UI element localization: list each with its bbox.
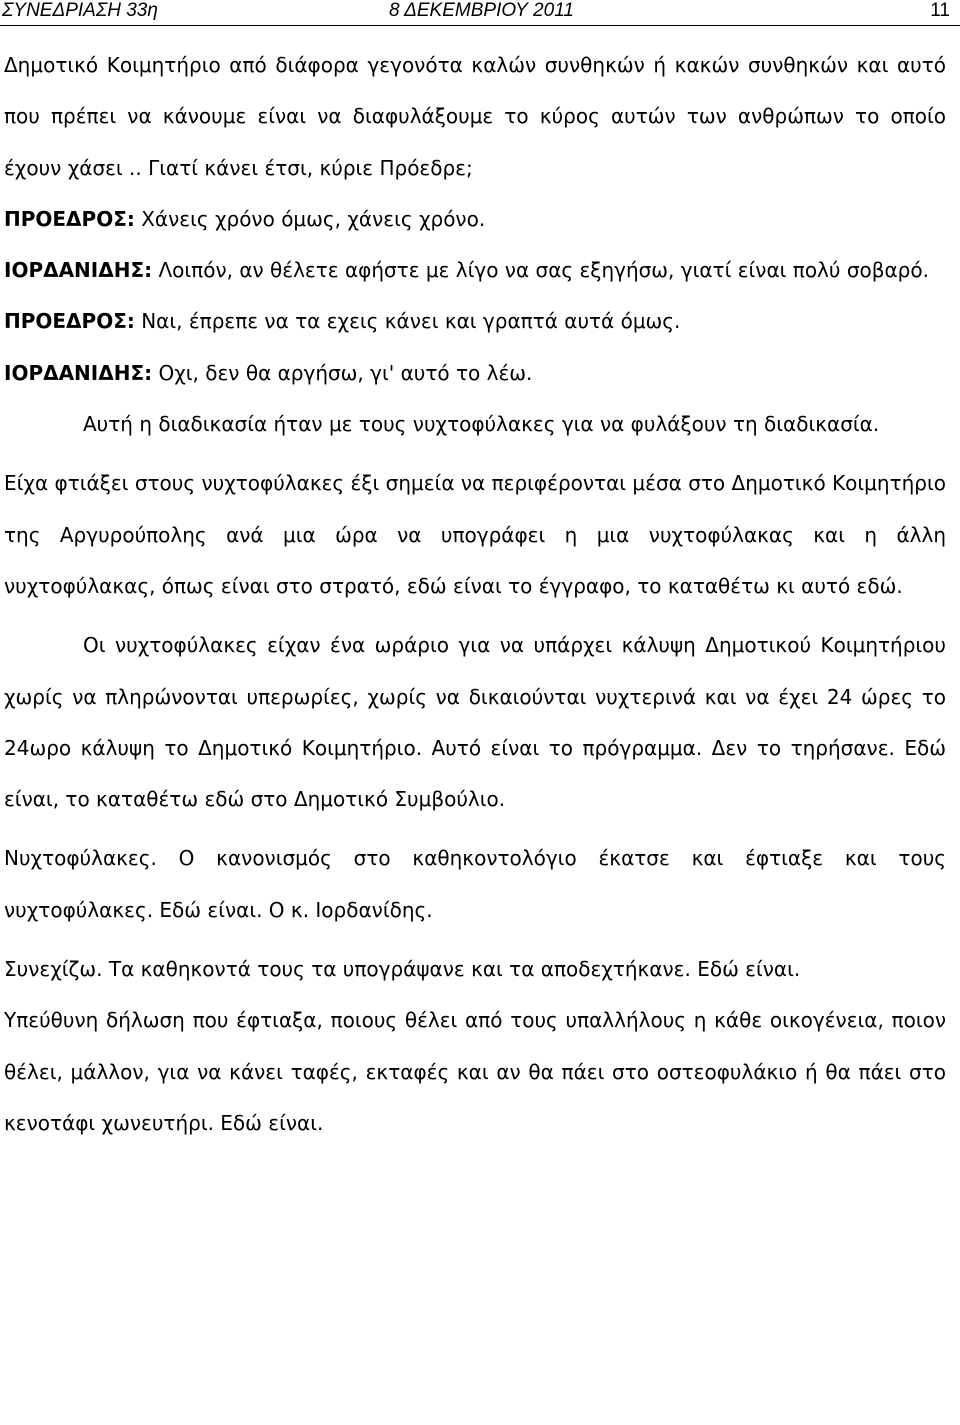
paragraph-text: Αυτή η διαδικασία ήταν με τους νυχτοφύλακες για να φυλάξουν τη διαδικασία. xyxy=(83,412,880,437)
paragraph xyxy=(4,944,946,995)
speaker-paragraph xyxy=(4,296,946,347)
speaker-paragraph xyxy=(4,245,946,296)
speaker-paragraph xyxy=(4,194,946,245)
paragraph-text: Οι νυχτοφύλακες είχαν ένα ωράριο για να υπάρχει κάλυψη Δημοτικού Κοιμητήριου χωρίς να πληρώνονται υπερωρίες, χωρίς να δικαιούνται νυχτερινά και να έχει 24 ώρες το 24ωρο κάλυψη το Δημοτικό Κοιμητήριο. Αυτό είναι το πρόγραμμα. Δεν το τηρήσανε. Εδώ είναι, το καταθέτω εδώ στο Δημοτικό Συμβούλιο. xyxy=(4,633,946,812)
paragraph xyxy=(4,40,946,194)
paragraph-text: Συνεχίζω. Τα καθηκοντά τους τα υπογράψανε και τα αποδεχτήκανε. Εδώ είναι. xyxy=(4,957,801,982)
speaker-name: ΠΡΟΕΔΡΟΣ: xyxy=(4,206,135,231)
date-label: 8 ΔΕΚΕΜΒΡΙΟΥ 2011 xyxy=(389,0,574,21)
document-body xyxy=(4,40,946,1149)
speaker-name: ΠΡΟΕΔΡΟΣ: xyxy=(4,309,135,334)
session-label: ΣΥΝΕΔΡΙΑΣΗ 33η xyxy=(2,0,158,21)
paragraph-text: Λοιπόν, αν θέλετε αφήστε με λίγο να σας εξηγήσω, γιατί είναι πολύ σοβαρό. xyxy=(152,258,929,283)
header-rule xyxy=(0,25,960,26)
paragraph xyxy=(4,833,946,936)
paragraph xyxy=(4,620,946,825)
speaker-name: ΙΟΡΔΑΝΙΔΗΣ: xyxy=(4,360,153,385)
paragraph xyxy=(4,458,946,612)
paragraph-text: Χάνεις χρόνο όμως, χάνεις χρόνο. xyxy=(134,206,486,231)
paragraph-text: Ναι, έπρεπε να τα εχεις κάνει και γραπτά αυτά όμως. xyxy=(134,309,681,334)
speaker-paragraph xyxy=(4,348,946,399)
paragraph-text: Δημοτικό Κοιμητήριο από διάφορα γεγονότα καλών συνθηκών ή κακών συνθηκών και αυτό που πρέπει να κάνουμε είναι να διαφυλάξουμε το κύρος αυτών των ανθρώπων το οποίο έχουν χάσει .. Γιατί κάνει έτσι, κύριε Πρόεδρε; xyxy=(4,53,946,180)
paragraph-text: Υπεύθυνη δήλωση που έφτιαξα, ποιους θέλει από τους υπαλλήλους η κάθε οικογένεια, ποιον θέλει, μάλλον, για να κάνει ταφές, εκταφές και αν θα πάει στο οστεοφυλάκιο ή θα πάει στο κενοτάφι χωνευτήρι. Εδώ είναι. xyxy=(4,1008,946,1135)
paragraph-text: Είχα φτιάξει στους νυχτοφύλακες έξι σημεία να περιφέρονται μέσα στο Δημοτικό Κοιμητήριο της Αργυρούπολης ανά μια ώρα να υπογράφει η μια νυχτοφύλακας και η άλλη νυχτοφύλακας, όπως είναι στο στρατό, εδώ είναι το έγγραφο, το καταθέτω κι αυτό εδώ. xyxy=(4,471,946,598)
page-number: 11 xyxy=(930,0,950,21)
paragraph-text: Νυχτοφύλακες. Ο κανονισμός στο καθηκοντολόγιο έκατσε και έφτιαξε και τους νυχτοφύλακες. Εδώ είναι. Ο κ. Ιορδανίδης. xyxy=(4,846,946,922)
speaker-name: ΙΟΡΔΑΝΙΔΗΣ: xyxy=(4,258,153,283)
paragraph xyxy=(4,995,946,1149)
paragraph-text: Οχι, δεν θα αργήσω, γι' αυτό το λέω. xyxy=(152,360,533,385)
paragraph xyxy=(4,399,946,450)
